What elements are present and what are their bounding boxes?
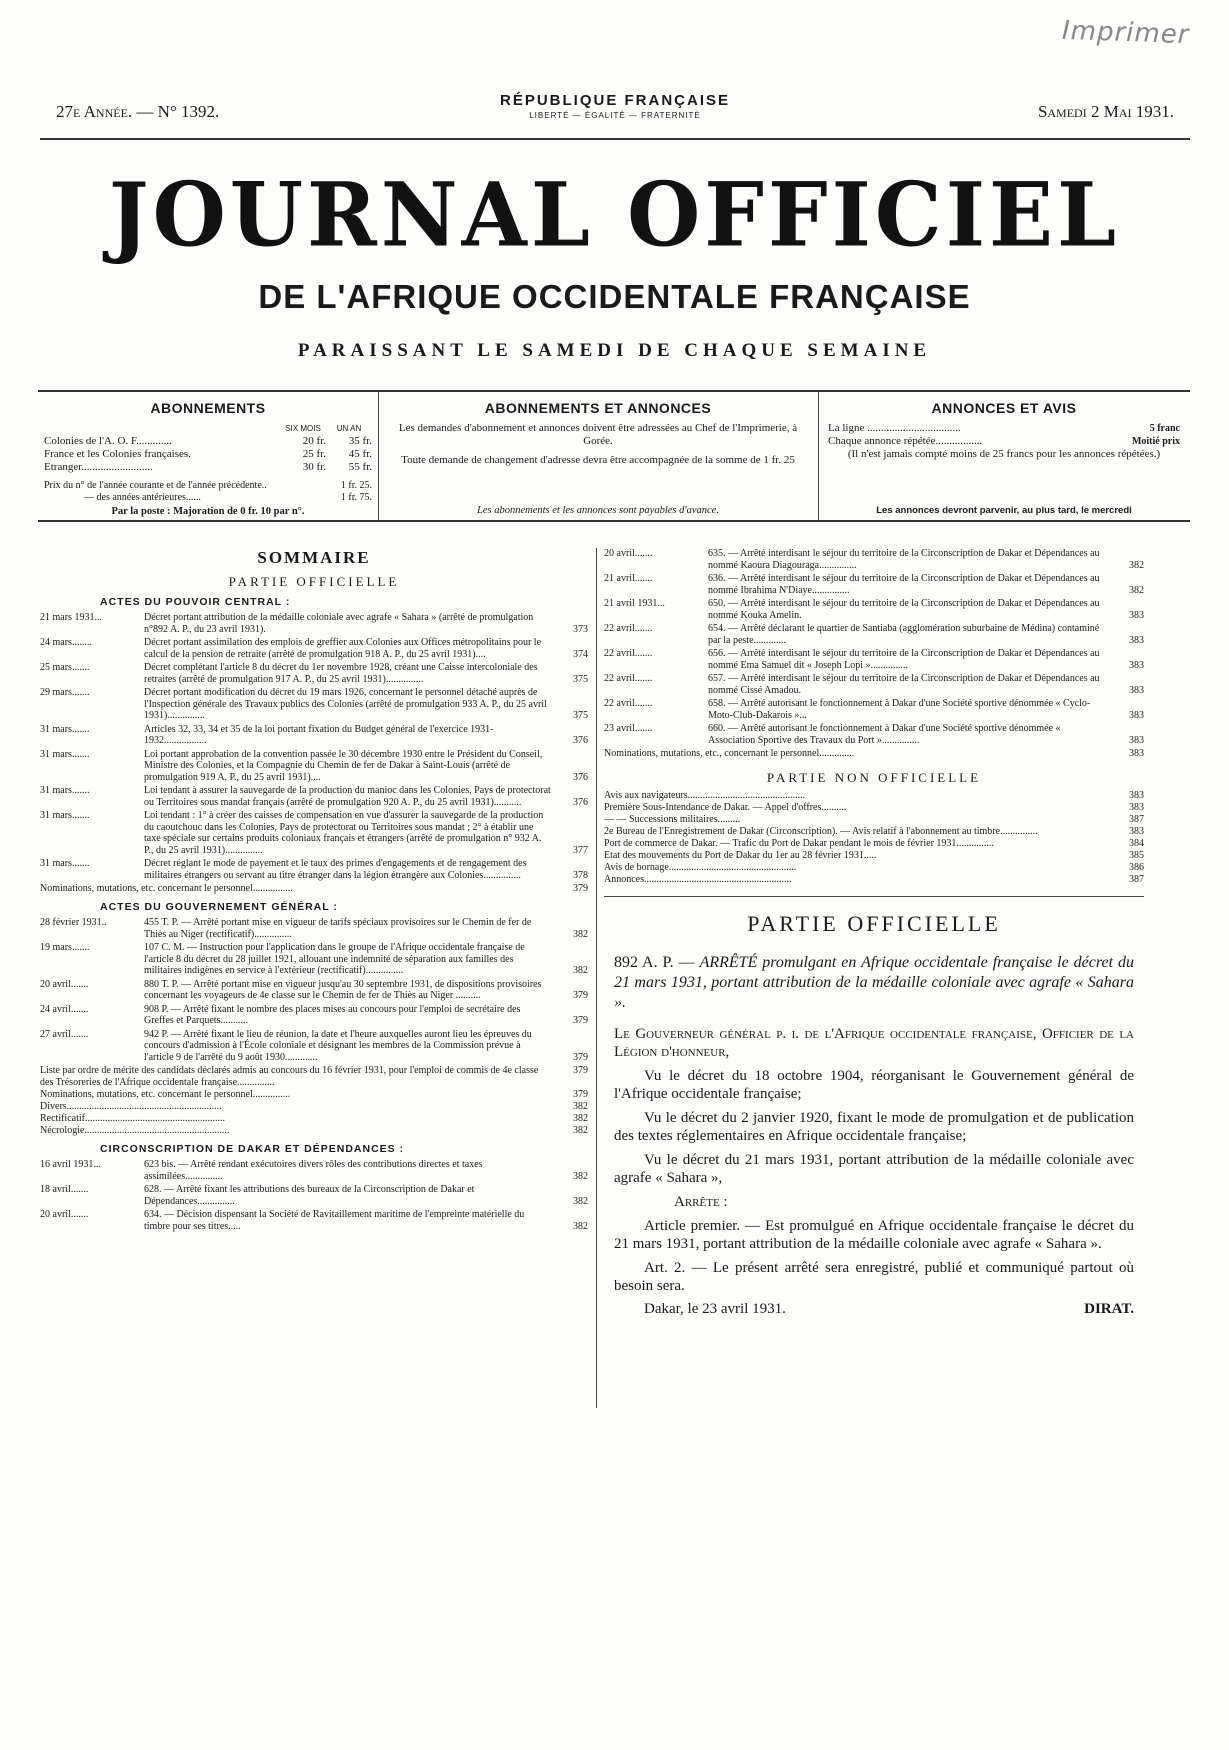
toc-entry [604, 723, 1144, 746]
row-label: Colonies de l'A. O. F............. [44, 435, 172, 447]
prix-value: 1 fr. 75. [340, 492, 372, 503]
abonnements-annonces-column [378, 392, 819, 520]
toc-page: 382 [573, 965, 588, 976]
toc-entry [40, 1209, 588, 1232]
subscription-box [38, 390, 1190, 522]
toc-text: Nécrologie.......................................................... [40, 1125, 230, 1136]
toc-entry [40, 1159, 588, 1182]
toc-date: 31 mars....... [40, 810, 90, 821]
toc-date: 22 avril....... [604, 623, 653, 634]
sommaire-title: SOMMAIRE [257, 548, 371, 567]
toc-text: Décret portant attribution de la médaille coloniale avec agrafe « Sahara » (arrêté de promulgation n°892 A. P., du 23 avril 1931). [144, 612, 534, 635]
toc-page: 379 [573, 1015, 588, 1026]
payable-note: Les abonnements et les annonces sont payables d'avance. [477, 505, 719, 516]
abonnements-annonces-heading: ABONNEMENTS ET ANNONCES [484, 400, 712, 416]
toc-date: 21 mars 1931... [40, 612, 102, 623]
decree-heading [614, 953, 1134, 1013]
toc-text: 636. — Arrêté interdisant le séjour du territoire de la Circonscription de Dakar et Dépendances au nommé Ibrahima N'Diaye............... [708, 573, 1100, 596]
toc-line [604, 802, 1144, 814]
toc-text: 658. — Arrêté autorisant le fonctionnement à Dakar d'une Société sportive dénommée « Cyclo-Moto-Club-Dakarois »... [708, 698, 1091, 721]
toc-page: 379 [573, 990, 588, 1001]
toc-date: 16 avril 1931... [40, 1159, 101, 1170]
toc-text: Divers.............................................................. [40, 1101, 222, 1112]
row-six: 25 fr. [302, 448, 326, 460]
abonnements-heading: ABONNEMENTS [150, 400, 266, 416]
toc-page: 375 [573, 673, 588, 685]
journal-title: JOURNAL OFFICIEL [108, 162, 1121, 267]
abonnements-table [38, 422, 378, 504]
toc-line [604, 862, 1144, 874]
toc-line [40, 883, 588, 895]
ligne-price: 5 franc [1149, 423, 1180, 434]
toc-entry [40, 1184, 588, 1207]
circonscription-list [40, 1159, 588, 1232]
toc-page: 383 [1129, 659, 1144, 671]
toc-page: 382 [573, 1125, 588, 1136]
toc-text: Nominations, mutations, etc. concernant le personnel............... [40, 1089, 291, 1100]
toc-text: 656. — Arrêté interdisant le séjour du territoire de la Circonscription de Dakar et Dépendances au nommé Ema Samuel dit « Joseph Lopi »............... [708, 648, 1100, 671]
section-gouvernement-general: ACTES DU GOUVERNEMENT GÉNÉRAL : [100, 901, 338, 913]
toc-date: 25 mars....... [40, 662, 90, 673]
toc-text: Port de commerce de Dakar. — Trafic du Port de Dakar pendant le mois de février 1931............... [604, 838, 994, 849]
row-an: 35 fr. [348, 435, 372, 447]
row-an: 45 fr. [348, 448, 372, 460]
toc-date: 22 avril....... [604, 698, 653, 709]
toc-page: 382 [573, 1220, 588, 1232]
toc-text: Décret complétant l'article 8 du décret du 1er novembre 1928, créant une Caisse intercoloniale des retraites (arrêté de promulgation 917 A. P., du 25 avril 1931)............... [144, 662, 538, 685]
toc-entry [40, 1029, 588, 1064]
section-pouvoir-central: ACTES DU POUVOIR CENTRAL : [100, 596, 291, 608]
toc-date: 23 avril....... [604, 723, 653, 734]
six-mois-header: SIX MOIS [285, 424, 321, 433]
un-an-header: UN AN [336, 424, 362, 433]
toc-text: — — Successions militaires......... [604, 814, 741, 825]
toc-entry [40, 662, 588, 685]
toc-date: 29 mars....... [40, 687, 90, 698]
repetee-label: Chaque annonce répétée................. [828, 435, 983, 447]
devise-label: LIBERTÉ — ÉGALITÉ — FRATERNITÉ [529, 111, 701, 120]
prix-value: 1 fr. 25. [340, 480, 372, 491]
toc-text: Nominations, mutations, etc. concernant le personnel................ [40, 883, 293, 894]
article-two: Art. 2. — Le présent arrêté sera enregistré, publié et communiqué partout où besoin sera. [614, 1260, 1134, 1294]
toc-text: 107 C. M. — Instruction pour l'application dans le groupe de l'Afrique occidentale française de l'article 8 du décret du 28 juillet 1921, allouant une indemnité de séparation aux familles des militaires indigènes en service à l'extérieur (rectificatif)............... [144, 942, 525, 976]
toc-entry [40, 979, 588, 1002]
journal-subtitle: DE L'AFRIQUE OCCIDENTALE FRANÇAISE [258, 278, 971, 315]
deadline-note: Les annonces devront parvenir, au plus tard, le mercredi [876, 505, 1132, 516]
toc-text: 908 P. — Arrêté fixant le nombre des places mises au concours pour l'emploi de secrétaire des Greffes et Parquets........... [144, 1003, 521, 1026]
toc-page: 376 [573, 771, 588, 783]
signature-line [644, 1301, 1134, 1318]
toc-page: 387 [1129, 874, 1144, 885]
toc-text: 657. — Arrêté interdisant le séjour du territoire de la Circonscription de Dakar et Dépendances au nommé Cissé Amadou. [708, 673, 1100, 696]
repetee-row [818, 435, 1190, 448]
decree-number: 892 A. P. — [614, 954, 700, 971]
toc-date: 21 avril....... [604, 573, 653, 584]
toc-entry [40, 917, 588, 940]
toc-page: 379 [573, 1065, 588, 1076]
toc-date: 24 mars........ [40, 637, 92, 648]
toc-line [604, 790, 1144, 802]
toc-text: Etat des mouvements du Port de Dakar du 1er au 28 février 1931..... [604, 850, 877, 861]
abonnements-column [38, 392, 379, 520]
toc-text: Première Sous-Intendance de Dakar. — Appel d'offres.......... [604, 802, 847, 813]
toc-line [40, 1101, 588, 1113]
arrete-label: Arrête : [674, 1194, 728, 1210]
toc-page: 383 [1129, 734, 1144, 746]
vu-paragraph: Vu le décret du 21 mars 1931, portant attribution de la médaille coloniale avec agrafe « Sahara », [614, 1152, 1134, 1186]
row-label: France et les Colonies françaises. [44, 448, 191, 460]
place-date: Dakar, le 23 avril 1931. [644, 1301, 786, 1317]
toc-date: 31 mars....... [40, 748, 90, 760]
section-rule [604, 896, 1144, 897]
handwritten-note: Imprimer [1061, 15, 1190, 51]
toc-page: 383 [1129, 634, 1144, 646]
row-an: 55 fr. [348, 461, 372, 473]
toc-text: Annonces........................................................... [604, 874, 792, 885]
abonnement-row [44, 448, 372, 461]
toc-page: 384 [1129, 838, 1144, 849]
toc-text: 628. — Arrêté fixant les attributions des bureaux de la Circonscription de Dakar et Dépendances............... [144, 1184, 475, 1207]
toc-date: 27 avril....... [40, 1028, 89, 1040]
minimum-note: (Il n'est jamais compté moins de 25 francs pour les annonces répétées.) [847, 448, 1161, 460]
toc-page: 383 [1129, 609, 1144, 621]
toc-line [604, 874, 1144, 886]
article-one: Article premier. — Est promulgué en Afrique occidentale française le décret du 21 mars 1931, portant attribution de la médaille coloniale avec agrafe « Sahara ». [614, 1218, 1134, 1252]
toc-text: Rectificatif........................................................ [40, 1113, 225, 1124]
toc-entry [604, 598, 1144, 621]
toc-date: 31 mars....... [40, 858, 90, 869]
toc-entry [40, 612, 588, 635]
journal-tagline: PARAISSANT LE SAMEDI DE CHAQUE SEMAINE [297, 340, 932, 361]
toc-entry [40, 1004, 588, 1027]
toc-text: Décret réglant le mode de payement et le taux des primes d'engagements et de rengagement des militaires étrangers ou servant au titre étranger dans la légion étrangère aux Colonies............... [144, 858, 527, 881]
toc-text: Décret portant assimilation des emplois de greffier aux Colonies aux Offices métropolitains pour le calcul de la pension de retraite (arrêté de promulgation 918 A. P., du 25 avril 1931).... [144, 637, 542, 660]
toc-page: 382 [1129, 584, 1144, 596]
abonnements-paragraph: Les demandes d'abonnement et annonces doivent être adressées au Chef de l'Imprimerie, à Gorée. [398, 422, 798, 447]
toc-date: 19 mars....... [40, 942, 90, 953]
decree-title: ARRÊTÉ promulgant en Afrique occidentale française le décret du 21 mars 1931, portant attribution de la médaille coloniale avec agrafe « Sahara ». [614, 954, 1134, 1011]
toc-page: 383 [1129, 826, 1144, 837]
toc-text: 623 bis. — Arrêté rendant exécutoires divers rôles des contributions directes et taxes assimilées............... [144, 1159, 483, 1182]
toc-page: 373 [573, 623, 588, 635]
toc-entry [604, 623, 1144, 646]
row-six: 30 fr. [302, 461, 326, 473]
partie-officielle-title: PARTIE OFFICIELLE [747, 911, 1001, 936]
section-circonscription-dakar: CIRCONSCRIPTION DE DAKAR ET DÉPENDANCES : [100, 1143, 405, 1155]
toc-line [604, 850, 1144, 862]
toc-entry [40, 687, 588, 722]
toc-line [604, 748, 1144, 760]
toc-page: 383 [1129, 709, 1144, 721]
toc-page: 377 [573, 844, 588, 856]
toc-entry [604, 698, 1144, 721]
toc-text: 942 P. — Arrêté fixant le lieu de réunion, la date et l'heure auxquelles auront lieu les épreuves du concours d'admission à l'École coloniale et désignant les membres de la Commission prévue à l'article 9 de l'arrêté du 9 août 1930............. [144, 1028, 532, 1063]
toc-text: Loi tendant : 1° à créer des caisses de compensation en vue d'assurer la sauvegarde de la production du caoutchouc dans les Colonies, Pays de protectorat ou Territoires sous mandat ; 2° à établir une taxe spéciale sur certains produits coloniaux français et étrangers (arrêté de promulgation n° 932 A. P., du 25 avril 1931)............... [144, 810, 544, 856]
toc-line [604, 826, 1144, 838]
signature: DIRAT. [1084, 1301, 1134, 1317]
toc-page: 382 [573, 1113, 588, 1124]
toc-line [40, 1089, 588, 1101]
issue-date: Samedi 2 Mai 1931. [1037, 102, 1174, 121]
issue-number: 27e Année. — N° 1392. [56, 102, 220, 121]
toc-text: Loi tendant à assurer la sauvegarde de la production du manioc dans les Colonies, Pays de protectorat ou Territoires sous mandat français (arrêté de promulgation 920 A. P., du 25 avril 1931)........... [144, 785, 551, 808]
toc-page: 379 [573, 1089, 588, 1100]
toc-text: Loi portant approbation de la convention passée le 30 décembre 1930 entre le Président du Conseil, Ministre des Colonies, et la Compagnie du Chemin de fer de Dakar à Saint-Louis (arrêté de promulgation 919 A. P., du 25 avril 1931).... [144, 748, 543, 783]
toc-page: 379 [573, 883, 588, 894]
toc-date: 20 avril....... [604, 548, 653, 559]
toc-line [40, 1113, 588, 1125]
row-six: 20 fr. [302, 435, 326, 447]
toc-line [604, 814, 1144, 826]
prix-label: — des années antérieures...... [84, 492, 201, 503]
toc-date: 20 avril....... [40, 1209, 89, 1220]
toc-page: 382 [573, 1101, 588, 1112]
toc-page: 382 [1129, 559, 1144, 571]
toc-text: 654. — Arrêté déclarant le quartier de Santiaba (agglomération suburbaine de Médina) contaminé par la peste............. [708, 623, 1100, 646]
toc-page: 383 [1129, 802, 1144, 813]
toc-text: 650. — Arrêté interdisant le séjour du territoire de la Circonscription de Dakar et Dépendances au nommé Kouka Amelin. [708, 598, 1100, 621]
toc-date: 22 avril....... [604, 648, 653, 659]
prix-row [44, 480, 372, 492]
right-column [604, 548, 1144, 1318]
gouvernement-general-list [40, 917, 588, 1063]
misc-list [40, 1089, 588, 1137]
toc-entry [40, 942, 588, 977]
ligne-label: La ligne .................................. [828, 422, 961, 434]
toc-page: 383 [1129, 790, 1144, 801]
toc-line [40, 1125, 588, 1137]
toc-text: 635. — Arrêté interdisant le séjour du territoire de la Circonscription de Dakar et Dépendances au nommé Kaoura Diagouraga............... [708, 548, 1100, 571]
toc-entry [40, 858, 588, 881]
masthead-rule [40, 138, 1190, 140]
gouverneur-line: Le Gouverneur général p. i. de l'Afrique occidentale française, Officier de la Légion d'honneur, [614, 1026, 1134, 1060]
toc-page: 386 [1129, 862, 1144, 873]
toc-text: Décret portant modification du décret du 19 mars 1926, concernant le personnel détaché auprès de l'Inspection générale des Travaux publics des Colonies (arrêté de promulgation 933 A. P., du 25 avril 1931)............... [144, 687, 547, 721]
toc-page: 383 [1129, 684, 1144, 696]
abonnement-row [44, 435, 372, 448]
toc-entry [604, 648, 1144, 671]
toc-text: 880 T. P. — Arrêté portant mise en vigueur jusqu'au 30 septembre 1931, de dispositions provisoires concernant les voyageurs de 4e classe sur le Chemin de fer de Thiès au Niger .......... [144, 978, 542, 1001]
toc-date: 18 avril....... [40, 1184, 89, 1195]
toc-page: 383 [1129, 748, 1144, 759]
repetee-price: Moitié prix [1131, 436, 1180, 447]
toc-page: 375 [573, 710, 588, 721]
toc-entry [40, 749, 588, 784]
toc-text: Avis aux navigateurs............................................... [604, 790, 806, 801]
sommaire-column [40, 548, 588, 1234]
toc-date: 31 mars....... [40, 785, 90, 796]
ligne-row [818, 422, 1190, 435]
vu-paragraph: Vu le décret du 18 octobre 1904, réorganisant le Gouvernement général de l'Afrique occidentale française; [614, 1068, 1134, 1102]
republique-block [40, 92, 1190, 120]
adresse-paragraph: Toute demande de changement d'adresse devra être accompagnée de la somme de 1 fr. 25 [401, 454, 795, 466]
toc-page: 382 [573, 1195, 588, 1207]
toc-date: 20 avril....... [40, 978, 89, 990]
toc-line [604, 838, 1144, 850]
toc-entry [604, 573, 1144, 596]
toc-date: 31 mars....... [40, 723, 90, 735]
abonnement-row [44, 461, 372, 474]
toc-page: 382 [573, 928, 588, 940]
toc-date: 28 février 1931.. [40, 917, 107, 928]
toc-date: 22 avril....... [604, 673, 653, 684]
column-divider [596, 548, 597, 1408]
toc-page: 376 [573, 735, 588, 746]
toc-date: 24 avril....... [40, 1003, 89, 1015]
toc-entry [604, 548, 1144, 571]
toc-page: 385 [1129, 850, 1144, 861]
toc-entry [40, 810, 588, 856]
toc-date: 21 avril 1931... [604, 598, 665, 609]
row-label: Etranger.......................... [44, 461, 153, 473]
prix-label: Prix du n° de l'année courante et de l'année précédente.. [44, 480, 267, 491]
partie-non-officielle-label: PARTIE NON OFFICIELLE [766, 770, 982, 785]
republique-label: RÉPUBLIQUE FRANÇAISE [499, 92, 730, 109]
partie-officielle-label: PARTIE OFFICIELLE [228, 574, 400, 589]
toc-page: 382 [573, 1170, 588, 1182]
annonces-column [818, 392, 1190, 520]
toc-text: 2e Bureau de l'Enregistrement de Dakar (Circonscription). — Avis relatif à l'abonnement au timbre............... [604, 826, 1038, 837]
toc-page: 376 [573, 796, 588, 808]
toc-page: 374 [573, 648, 588, 660]
abonnements-header [44, 422, 372, 435]
poste-note: Par la poste : Majoration de 0 fr. 10 par n°. [111, 506, 305, 517]
toc-page: 378 [573, 869, 588, 881]
toc-entry [40, 724, 588, 747]
vu-paragraph: Vu le décret du 2 janvier 1920, fixant le mode de promulgation et de publication des textes réglementaires en Afrique occidentale française; [614, 1110, 1134, 1144]
masthead-top [40, 92, 1190, 124]
toc-line [40, 1065, 588, 1089]
non-officielle-list [604, 790, 1144, 886]
toc-text: 455 T. P. — Arrêté portant mise en vigueur de tarifs spéciaux provisoires sur le Chemin de fer de Thiès au Niger (rectificatif)............... [144, 917, 532, 940]
toc-entry [40, 637, 588, 660]
annonces-heading: ANNONCES ET AVIS [931, 400, 1077, 416]
toc-page: 379 [573, 1051, 588, 1063]
toc-entry [40, 785, 588, 808]
toc-entry [604, 673, 1144, 696]
toc-text: Articles 32, 33, 34 et 35 de la loi portant fixation du Budget général de l'exercice 1931-1932................. [144, 723, 494, 746]
toc-text: Liste par ordre de mérite des candidats déclarés admis au concours du 16 février 1931, pour l'emploi de commis de 4e classe des Trésoreries de l'Afrique occidentale française............... [40, 1065, 539, 1088]
toc-page: 387 [1129, 814, 1144, 825]
decree-text [604, 953, 1144, 1318]
toc-text: Avis de bornage................................................... [604, 862, 797, 873]
prix-row [44, 492, 372, 504]
circonscription-list-cont [604, 548, 1144, 746]
toc-text: 660. — Arrêté autorisant le fonctionnement à Dakar d'une Société sportive dénommée « Association Sportive des Travaux du Port »............... [708, 723, 1061, 746]
pouvoir-central-list [40, 612, 588, 881]
toc-text: 634. — Décision dispensant la Société de Ravitaillement maritime de l'empreinte matérielle du timbre pour ses titres..... [144, 1209, 525, 1232]
toc-text: Nominations, mutations, etc., concernant le personnel.............. [604, 748, 855, 759]
